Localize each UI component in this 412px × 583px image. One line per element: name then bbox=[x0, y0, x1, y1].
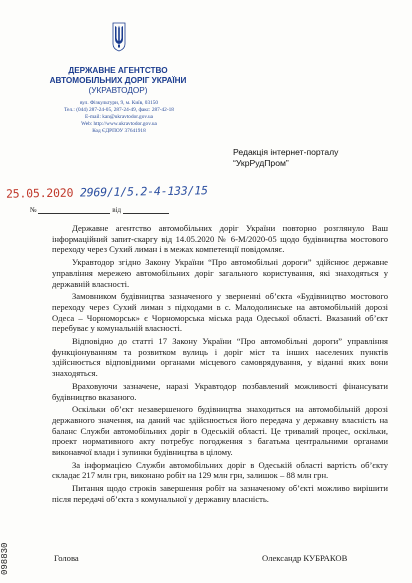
signatory-title: Голова bbox=[54, 553, 79, 563]
agency-name-line1: ДЕРЖАВНЕ АГЕНТСТВО bbox=[68, 66, 168, 75]
ref-number-label: № bbox=[30, 206, 37, 214]
body-paragraph: За інформацією Служби автомобільних доріг в Одеській області вартість об’єкту складає 217 млн грн, виконано робіт на 129 млн грн, залишок – 88 млн грн. bbox=[52, 459, 388, 481]
recipient-line2: “УкрРудПром” bbox=[233, 158, 289, 168]
ref-date-blank bbox=[123, 213, 169, 214]
trident-emblem-icon bbox=[112, 22, 126, 52]
ref-from-label: від bbox=[112, 206, 121, 214]
registration-stamp bbox=[6, 183, 208, 201]
recipient-block bbox=[233, 147, 338, 169]
contact-address: вул. Фізкультури, 9, м. Київ, 03150 bbox=[79, 100, 159, 106]
letter-body bbox=[52, 223, 388, 507]
body-paragraph: Державне агентство автомобільних доріг України повторно розглянуло Ваш інформаційний запит-скаргу від 14.05.2020 № 6-М/2020-05 щодо будівництва мостового переходу через Сухий лиман і в межах компетенції повідомляє. bbox=[52, 223, 388, 255]
body-paragraph: Враховуючи зазначене, наразі Укравтодор позбавлений можливості фінансувати будівництво вказаного. bbox=[52, 380, 388, 402]
body-paragraph: Укравтодор згідно Закону України “Про автомобільні дороги” здійснює державне управління мережею автомобільних доріг загального користування, які знаходяться у державній власності. bbox=[52, 257, 388, 289]
registration-date: 25.05.2020 bbox=[5, 185, 74, 201]
ref-number-blank bbox=[38, 213, 110, 214]
contact-web: Web: http://www.ukravtodor.gov.ua bbox=[81, 121, 157, 128]
agency-name-line2: АВТОМОБІЛЬНИХ ДОРІГ УКРАЇНИ bbox=[49, 76, 187, 85]
signatory-name: Олександр КУБРАКОВ bbox=[262, 553, 348, 563]
recipient-line1: Редакція інтернет-порталу bbox=[233, 147, 339, 157]
contact-edrpou: Код ЄДРПОУ 37641918 bbox=[92, 128, 146, 135]
agency-contacts bbox=[38, 100, 200, 135]
reference-line bbox=[30, 206, 169, 214]
body-paragraph: Відповідно до статті 17 Закону України “Про автомобільні дороги” управління функціонуванням та розвитком вулиць і доріг міст та інших населених пунктів здійснюється відповідними органами місцевого самоврядування, у віданні яких вони знаходяться. bbox=[52, 336, 388, 379]
body-paragraph: Замовником будівництва зазначеного у зверненні об’єкта «Будівництво мостового переходу через Сухий лиман з підходами в с. Малодолинське на автомобільній дорозі Одеса – Чорноморськ» є Чорноморська міська рада Одеської області. Вказаний об’єкт перебуває у комунальній власності. bbox=[52, 291, 388, 334]
agency-abbreviation: (УКРАВТОДОР) bbox=[88, 86, 148, 95]
registration-number: 2969/1/5.2-4-133/15 bbox=[79, 183, 208, 200]
side-serial-number: 098830 bbox=[0, 542, 10, 575]
body-paragraph: Оскільки об’єкт незавершеного будівництва знаходиться на автомобільній дорозі державного значення, на даний час здійснюється його передача у державну власність на баланс Служби автомобільних доріг в Одеській області. Це тривалий процес, оскільки, проект нормативного акту потребує погодження з багатьма центральними органами виконавчої влади і зупинки будівництва в цілому. bbox=[52, 404, 388, 458]
contact-phone: Тел.: (044) 287-24-05, 287-24-49, факс: 287-42-18 bbox=[64, 107, 174, 114]
contact-email: E-mail: kan@ukravtodor.gov.ua bbox=[85, 114, 153, 121]
body-paragraph: Питання щодо строків завершення робіт на зазначеному об’єкті можливо вирішити після передачі об’єкта з комунальної у державну власність. bbox=[52, 483, 388, 504]
